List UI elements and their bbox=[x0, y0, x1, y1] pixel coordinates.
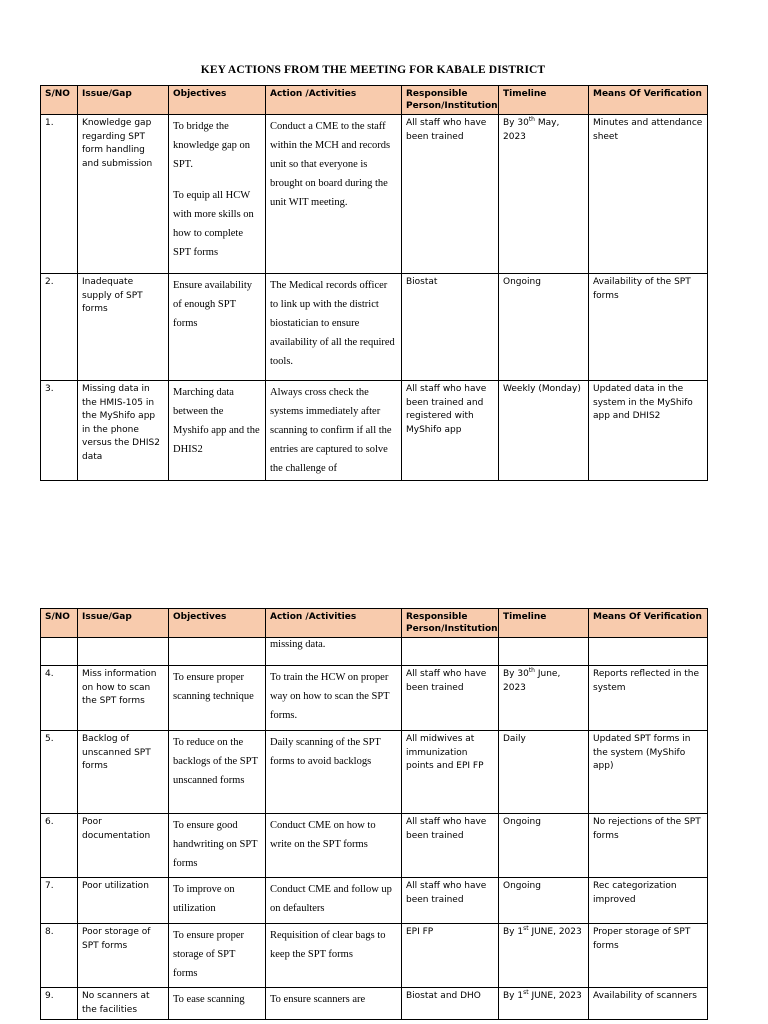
cell-action: Conduct a CME to the staff within the MCH and records unit so that everyone is brought on board during the unit WIT meeting. bbox=[266, 115, 402, 274]
cell-issue: No scanners at the facilities bbox=[78, 988, 169, 1020]
timeline-ordinal: st bbox=[523, 925, 529, 932]
cell-objectives: To ensure proper storage of SPT forms bbox=[169, 924, 266, 988]
timeline-text: JUNE, 2023 bbox=[528, 991, 582, 1001]
table-row bbox=[41, 731, 708, 814]
cell-timeline bbox=[499, 638, 589, 666]
cell-sno: 8. bbox=[41, 924, 78, 988]
cell-sno: 7. bbox=[41, 878, 78, 924]
cell-timeline: Weekly (Monday) bbox=[499, 381, 589, 481]
header-sno: S/NO bbox=[41, 609, 78, 638]
header-issue: Issue/Gap bbox=[78, 86, 169, 115]
cell-sno: 9. bbox=[41, 988, 78, 1020]
cell-responsible bbox=[402, 638, 499, 666]
cell-sno: 6. bbox=[41, 814, 78, 878]
cell-action: To ensure scanners are bbox=[266, 988, 402, 1020]
cell-issue bbox=[78, 638, 169, 666]
objective-text: To equip all HCW with more skills on how to complete SPT forms bbox=[173, 190, 254, 258]
cell-issue: Missing data in the HMIS-105 in the MyShifo app in the phone versus the DHIS2 data bbox=[78, 381, 169, 481]
cell-issue: Backlog of unscanned SPT forms bbox=[78, 731, 169, 814]
timeline-text: May, 2023 bbox=[503, 118, 560, 142]
header-verification: Means Of Verification bbox=[589, 86, 708, 115]
cell-objectives bbox=[169, 638, 266, 666]
cell-timeline bbox=[499, 666, 589, 731]
key-actions-table-page-2 bbox=[40, 608, 708, 1020]
cell-issue: Poor storage of SPT forms bbox=[78, 924, 169, 988]
timeline-text: By 1 bbox=[503, 927, 524, 937]
cell-verification: Updated data in the system in the MyShifo app and DHIS2 bbox=[589, 381, 708, 481]
header-timeline: Timeline bbox=[499, 86, 589, 115]
cell-sno: 2. bbox=[41, 274, 78, 381]
cell-verification: Reports reflected in the system bbox=[589, 666, 708, 731]
cell-sno: 5. bbox=[41, 731, 78, 814]
cell-verification: Updated SPT forms in the system (MyShifo app) bbox=[589, 731, 708, 814]
cell-responsible: All staff who have been trained bbox=[402, 115, 499, 274]
cell-objectives: To reduce on the backlogs of the SPT unscanned forms bbox=[169, 731, 266, 814]
timeline-text: June, 2023 bbox=[503, 669, 561, 693]
cell-responsible: Biostat and DHO bbox=[402, 988, 499, 1020]
timeline-text: JUNE, 2023 bbox=[528, 927, 582, 937]
cell-sno: 1. bbox=[41, 115, 78, 274]
timeline-text: By 1 bbox=[503, 991, 524, 1001]
table-row bbox=[41, 274, 708, 381]
header-objectives: Objectives bbox=[169, 86, 266, 115]
cell-action: Conduct CME on how to write on the SPT forms bbox=[266, 814, 402, 878]
timeline-text: By 30 bbox=[503, 669, 529, 679]
cell-issue: Poor utilization bbox=[78, 878, 169, 924]
header-action: Action /Activities bbox=[266, 609, 402, 638]
cell-objectives: To ease scanning bbox=[169, 988, 266, 1020]
table-header-row bbox=[41, 86, 708, 115]
table-row bbox=[41, 814, 708, 878]
cell-verification: Availability of scanners bbox=[589, 988, 708, 1020]
cell-issue: Miss information on how to scan the SPT forms bbox=[78, 666, 169, 731]
cell-sno: 4. bbox=[41, 666, 78, 731]
cell-objectives: Ensure availability of enough SPT forms bbox=[169, 274, 266, 381]
cell-verification: Rec categorization improved bbox=[589, 878, 708, 924]
cell-action: To train the HCW on proper way on how to scan the SPT forms. bbox=[266, 666, 402, 731]
table-row bbox=[41, 115, 708, 274]
table-header-row bbox=[41, 609, 708, 638]
table-row bbox=[41, 638, 708, 666]
cell-responsible: All staff who have been trained bbox=[402, 666, 499, 731]
header-issue: Issue/Gap bbox=[78, 609, 169, 638]
cell-objectives: Marching data between the Myshifo app and the DHIS2 bbox=[169, 381, 266, 481]
cell-timeline: Ongoing bbox=[499, 274, 589, 381]
header-timeline: Timeline bbox=[499, 609, 589, 638]
cell-responsible: Biostat bbox=[402, 274, 499, 381]
header-objectives: Objectives bbox=[169, 609, 266, 638]
cell-objectives: To ensure proper scanning technique bbox=[169, 666, 266, 731]
cell-verification: No rejections of the SPT forms bbox=[589, 814, 708, 878]
cell-responsible: EPI FP bbox=[402, 924, 499, 988]
cell-responsible: All staff who have been trained and registered with MyShifo app bbox=[402, 381, 499, 481]
table-row bbox=[41, 924, 708, 988]
table-row bbox=[41, 878, 708, 924]
table-row bbox=[41, 381, 708, 481]
cell-issue: Knowledge gap regarding SPT form handling and submission bbox=[78, 115, 169, 274]
cell-timeline bbox=[499, 924, 589, 988]
cell-action: Conduct CME and follow up on defaulters bbox=[266, 878, 402, 924]
cell-verification: Availability of the SPT forms bbox=[589, 274, 708, 381]
cell-timeline bbox=[499, 988, 589, 1020]
cell-issue: Inadequate supply of SPT forms bbox=[78, 274, 169, 381]
objective-text: To bridge the knowledge gap on SPT. bbox=[173, 121, 250, 170]
header-action: Action /Activities bbox=[266, 86, 402, 115]
timeline-ordinal: th bbox=[528, 667, 535, 674]
cell-verification bbox=[589, 638, 708, 666]
table-row bbox=[41, 988, 708, 1020]
timeline-ordinal: th bbox=[528, 116, 535, 123]
timeline-text: By 30 bbox=[503, 118, 529, 128]
cell-issue: Poor documentation bbox=[78, 814, 169, 878]
cell-responsible: All staff who have been trained bbox=[402, 814, 499, 878]
header-responsible: Responsible Person/Institution bbox=[402, 609, 499, 638]
cell-action: missing data. bbox=[266, 638, 402, 666]
cell-timeline: Ongoing bbox=[499, 814, 589, 878]
key-actions-table-page-1 bbox=[40, 85, 708, 481]
cell-sno bbox=[41, 638, 78, 666]
cell-action: Requisition of clear bags to keep the SPT forms bbox=[266, 924, 402, 988]
cell-objectives bbox=[169, 115, 266, 274]
cell-timeline: Daily bbox=[499, 731, 589, 814]
timeline-ordinal: st bbox=[523, 989, 529, 996]
cell-responsible: All staff who have been trained bbox=[402, 878, 499, 924]
header-sno: S/NO bbox=[41, 86, 78, 115]
table-row bbox=[41, 666, 708, 731]
cell-verification: Minutes and attendance sheet bbox=[589, 115, 708, 274]
cell-objectives: To ensure good handwriting on SPT forms bbox=[169, 814, 266, 878]
header-verification: Means Of Verification bbox=[589, 609, 708, 638]
cell-verification: Proper storage of SPT forms bbox=[589, 924, 708, 988]
cell-timeline: Ongoing bbox=[499, 878, 589, 924]
header-responsible: Responsible Person/Institution bbox=[402, 86, 499, 115]
cell-action: Daily scanning of the SPT forms to avoid backlogs bbox=[266, 731, 402, 814]
cell-timeline bbox=[499, 115, 589, 274]
cell-responsible: All midwives at immunization points and EPI FP bbox=[402, 731, 499, 814]
cell-objectives: To improve on utilization bbox=[169, 878, 266, 924]
document-title: KEY ACTIONS FROM THE MEETING FOR KABALE DISTRICT bbox=[200, 64, 546, 76]
cell-sno: 3. bbox=[41, 381, 78, 481]
cell-action: The Medical records officer to link up with the district biostatician to ensure availability of all the required tools. bbox=[266, 274, 402, 381]
cell-action: Always cross check the systems immediately after scanning to confirm if all the entries are captured to solve the challenge of bbox=[266, 381, 402, 481]
